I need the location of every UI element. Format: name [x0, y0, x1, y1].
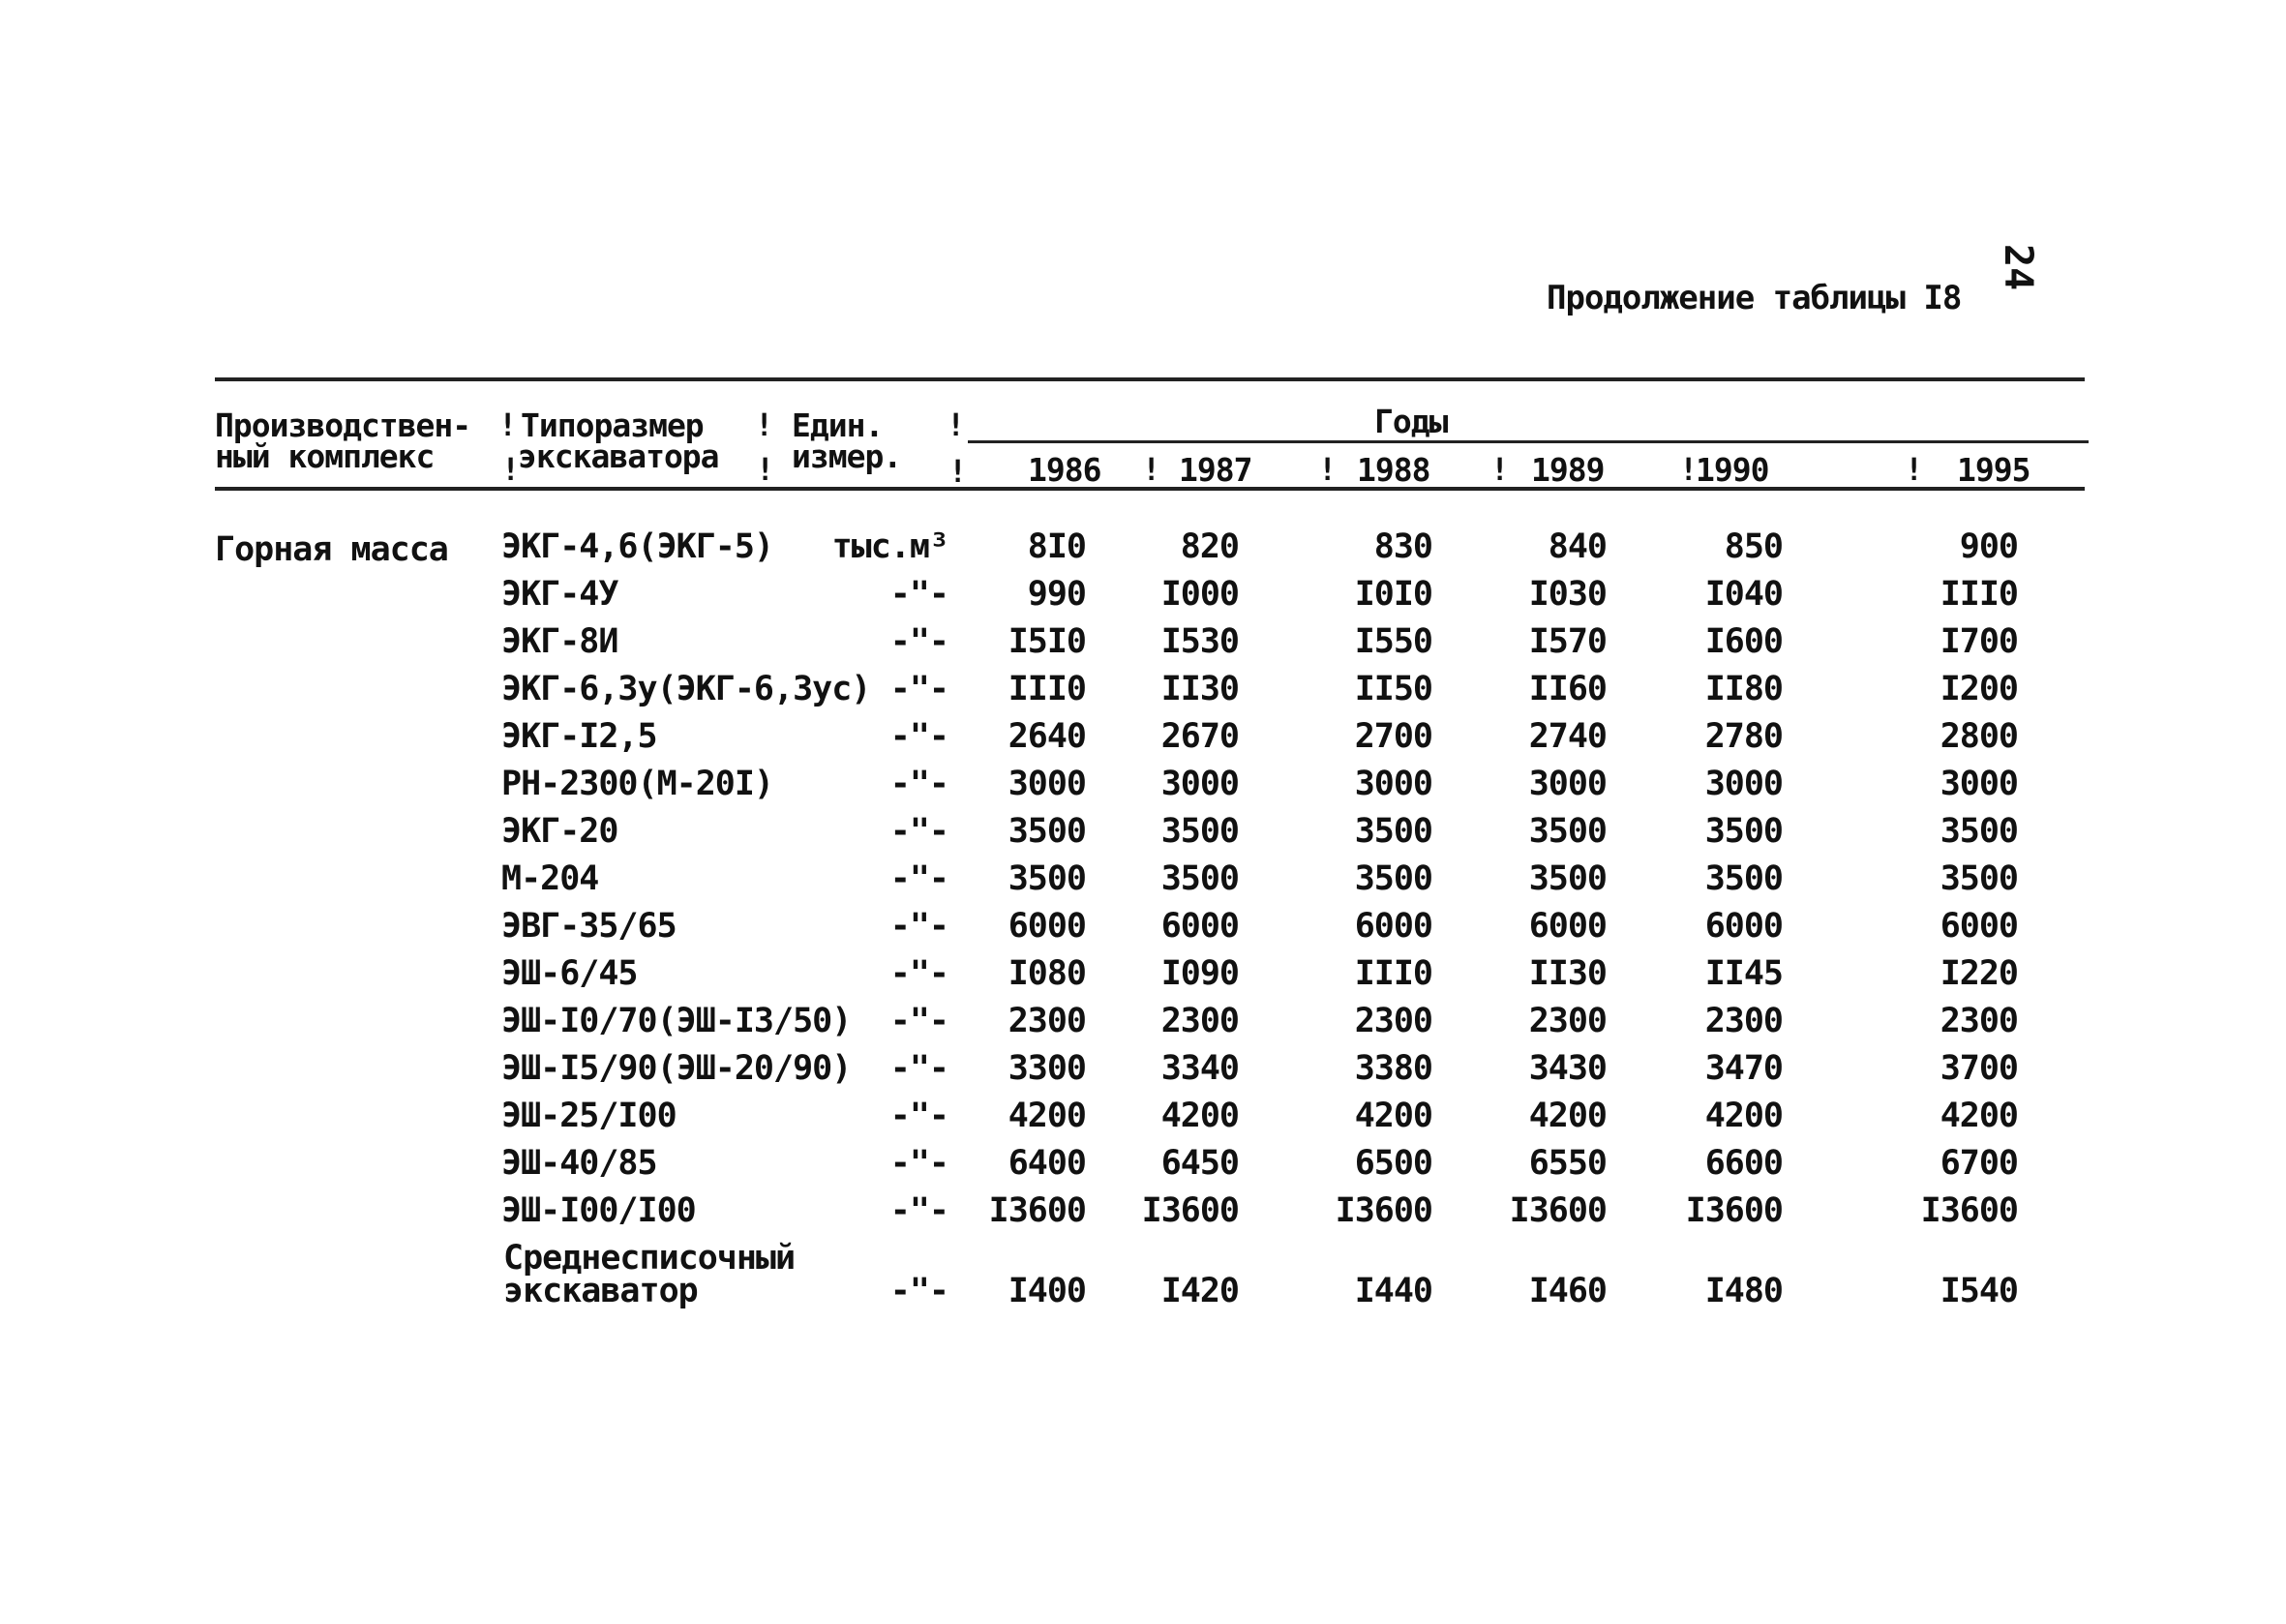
value-cell: II50 [1354, 670, 1432, 708]
value-cell: I040 [1704, 575, 1783, 614]
year-1990: 1990 [1696, 451, 1769, 489]
value-cell: II60 [1528, 670, 1607, 708]
value-cell: 3380 [1354, 1049, 1432, 1088]
value-cell: 3000 [1940, 765, 2018, 803]
value-cell: 830 [1373, 527, 1432, 566]
value-cell: 2780 [1704, 717, 1783, 756]
value-cell: I3600 [1509, 1191, 1607, 1230]
value-cell: 2640 [1008, 717, 1086, 756]
unit-cell: -"- [889, 1049, 948, 1088]
column-separator: ! [948, 453, 968, 490]
value-cell: 2300 [1528, 1002, 1607, 1040]
value-cell: 3500 [1354, 859, 1432, 898]
value-cell: 3500 [1008, 812, 1086, 851]
value-cell: II30 [1160, 670, 1239, 708]
value-cell: 3470 [1704, 1049, 1783, 1088]
value-cell: 6000 [1354, 907, 1432, 946]
value-cell: 3500 [1528, 859, 1607, 898]
value-cell: I3600 [988, 1191, 1086, 1230]
value-cell: 3500 [1940, 859, 2018, 898]
unit-cell: -"- [889, 907, 948, 946]
value-cell: 6600 [1704, 1144, 1783, 1183]
year-1988: 1988 [1357, 451, 1430, 489]
header-years-label: Годы [1374, 403, 1448, 440]
excavator-type: ЭКГ-4,6(ЭКГ-5) [501, 527, 774, 566]
value-cell: 2300 [1704, 1002, 1783, 1040]
excavator-type: ЭКГ-6,3у(ЭКГ-6,3ус) [501, 670, 871, 708]
header-unit-line2: измер. [792, 437, 902, 475]
unit-cell: -"- [889, 622, 948, 661]
column-separator: ! [755, 406, 774, 443]
excavator-type: ЭКГ-20 [501, 812, 618, 851]
value-cell: I3600 [1685, 1191, 1783, 1230]
year-1986: 1986 [1028, 451, 1101, 489]
value-cell: 2740 [1528, 717, 1607, 756]
column-separator: ! [501, 451, 521, 488]
value-cell: 6700 [1940, 1144, 2018, 1183]
value-cell: 990 [1027, 575, 1086, 614]
year-1995: 1995 [1957, 451, 2030, 489]
value-cell: 3000 [1528, 765, 1607, 803]
unit-cell: -"- [889, 1097, 948, 1135]
average-type-line2: экскаватор [503, 1272, 698, 1310]
value-cell: 4200 [1160, 1097, 1239, 1135]
value-cell: 2700 [1354, 717, 1432, 756]
excavator-type: ЭШ-I00/I00 [501, 1191, 696, 1230]
unit-cell: -"- [889, 575, 948, 614]
value-cell: III0 [1354, 954, 1432, 993]
value-cell: I440 [1354, 1272, 1432, 1310]
page-number: 24 [1996, 244, 2040, 291]
value-cell: 840 [1548, 527, 1607, 566]
column-separator: ! [1490, 451, 1510, 488]
value-cell: 4200 [1528, 1097, 1607, 1135]
value-cell: I200 [1940, 670, 2018, 708]
excavator-type: ЭКГ-8И [501, 622, 618, 661]
value-cell: I3600 [1920, 1191, 2018, 1230]
value-cell: 2300 [1008, 1002, 1086, 1040]
value-cell: 3430 [1528, 1049, 1607, 1088]
unit-cell: -"- [889, 954, 948, 993]
value-cell: 2670 [1160, 717, 1239, 756]
value-cell: II30 [1528, 954, 1607, 993]
value-cell: 6000 [1008, 907, 1086, 946]
value-cell: 3500 [1160, 812, 1239, 851]
value-cell: 900 [1959, 527, 2018, 566]
value-cell: III0 [1008, 670, 1086, 708]
value-cell: 6500 [1354, 1144, 1432, 1183]
unit-cell: -"- [889, 1191, 948, 1230]
excavator-type: ЭКГ-I2,5 [501, 717, 657, 756]
value-cell: I460 [1528, 1272, 1607, 1310]
value-cell: I480 [1704, 1272, 1783, 1310]
value-cell: 3340 [1160, 1049, 1239, 1088]
unit-cell: -"- [889, 670, 948, 708]
value-cell: 6400 [1008, 1144, 1086, 1183]
value-cell: 850 [1724, 527, 1783, 566]
unit-cell: -"- [889, 1272, 948, 1310]
value-cell: I5I0 [1008, 622, 1086, 661]
value-cell: 6450 [1160, 1144, 1239, 1183]
value-cell: 3500 [1704, 812, 1783, 851]
value-cell: 3000 [1704, 765, 1783, 803]
years-rule [968, 440, 2089, 443]
column-separator: ! [947, 406, 966, 443]
value-cell: 3500 [1008, 859, 1086, 898]
value-cell: 3500 [1940, 812, 2018, 851]
value-cell: 3300 [1008, 1049, 1086, 1088]
value-cell: I700 [1940, 622, 2018, 661]
unit-cell: -"- [889, 1002, 948, 1040]
value-cell: I000 [1160, 575, 1239, 614]
value-cell: II80 [1704, 670, 1783, 708]
value-cell: I570 [1528, 622, 1607, 661]
value-cell: 2800 [1940, 717, 2018, 756]
average-type-line1: Среднесписочный [503, 1239, 796, 1278]
table-caption: Продолжение таблицы I8 [1547, 279, 1962, 317]
value-cell: 3500 [1160, 859, 1239, 898]
value-cell: 3500 [1528, 812, 1607, 851]
value-cell: I220 [1940, 954, 2018, 993]
unit-cell: -"- [889, 1144, 948, 1183]
value-cell: I030 [1528, 575, 1607, 614]
value-cell: 6000 [1940, 907, 2018, 946]
excavator-type: М-204 [501, 859, 599, 898]
header-type-line1: Типоразмер [521, 406, 704, 444]
value-cell: I0I0 [1354, 575, 1432, 614]
value-cell: 3000 [1008, 765, 1086, 803]
excavator-type: ЭШ-6/45 [501, 954, 638, 993]
value-cell: 4200 [1940, 1097, 2018, 1135]
value-cell: 6000 [1704, 907, 1783, 946]
value-cell: 2300 [1354, 1002, 1432, 1040]
unit-cell: -"- [889, 765, 948, 803]
value-cell: I530 [1160, 622, 1239, 661]
column-separator: ! [498, 406, 518, 443]
unit-cell: -"- [889, 812, 948, 851]
excavator-type: ЭШ-40/85 [501, 1144, 657, 1183]
unit-cell: -"- [889, 859, 948, 898]
value-cell: I090 [1160, 954, 1239, 993]
value-cell: I400 [1008, 1272, 1086, 1310]
value-cell: III0 [1940, 575, 2018, 614]
value-cell: 4200 [1008, 1097, 1086, 1135]
header-complex-line2: ный комплекс [215, 437, 435, 475]
unit-cell: тыс.м³ [831, 527, 948, 566]
value-cell: I080 [1008, 954, 1086, 993]
year-1987: 1987 [1179, 451, 1252, 489]
excavator-type: ЭВГ-35/65 [501, 907, 677, 946]
column-separator: ! [1318, 451, 1338, 488]
header-unit-line1: Един. [792, 406, 884, 444]
value-cell: 4200 [1354, 1097, 1432, 1135]
excavator-type: РН-2300(М-20I) [501, 765, 774, 803]
value-cell: 2300 [1940, 1002, 2018, 1040]
value-cell: I540 [1940, 1272, 2018, 1310]
column-separator: ! [1679, 451, 1699, 488]
year-1989: 1989 [1531, 451, 1605, 489]
value-cell: I3600 [1141, 1191, 1239, 1230]
excavator-type: ЭКГ-4У [501, 575, 618, 614]
complex-name: Горная масса [215, 530, 448, 569]
value-cell: I420 [1160, 1272, 1239, 1310]
value-cell: I550 [1354, 622, 1432, 661]
value-cell: 2300 [1160, 1002, 1239, 1040]
value-cell: 8I0 [1027, 527, 1086, 566]
value-cell: 6550 [1528, 1144, 1607, 1183]
column-separator: ! [1142, 451, 1161, 488]
value-cell: 820 [1180, 527, 1239, 566]
excavator-type: ЭШ-25/I00 [501, 1097, 677, 1135]
value-cell: 3500 [1354, 812, 1432, 851]
header-complex-line1: Производствен- [215, 406, 471, 444]
value-cell: 6000 [1160, 907, 1239, 946]
value-cell: 3000 [1354, 765, 1432, 803]
value-cell: I600 [1704, 622, 1783, 661]
value-cell: 4200 [1704, 1097, 1783, 1135]
value-cell: 3500 [1704, 859, 1783, 898]
value-cell: 6000 [1528, 907, 1607, 946]
value-cell: 3700 [1940, 1049, 2018, 1088]
column-separator: ! [756, 451, 775, 488]
value-cell: II45 [1704, 954, 1783, 993]
excavator-type: ЭШ-I5/90(ЭШ-20/90) [501, 1049, 852, 1088]
value-cell: I3600 [1335, 1191, 1432, 1230]
top-rule [215, 377, 2085, 381]
value-cell: 3000 [1160, 765, 1239, 803]
column-separator: ! [1905, 451, 1924, 488]
unit-cell: -"- [889, 717, 948, 756]
excavator-type: ЭШ-I0/70(ЭШ-I3/50) [501, 1002, 852, 1040]
header-type-line2: экскаватора [518, 437, 719, 475]
